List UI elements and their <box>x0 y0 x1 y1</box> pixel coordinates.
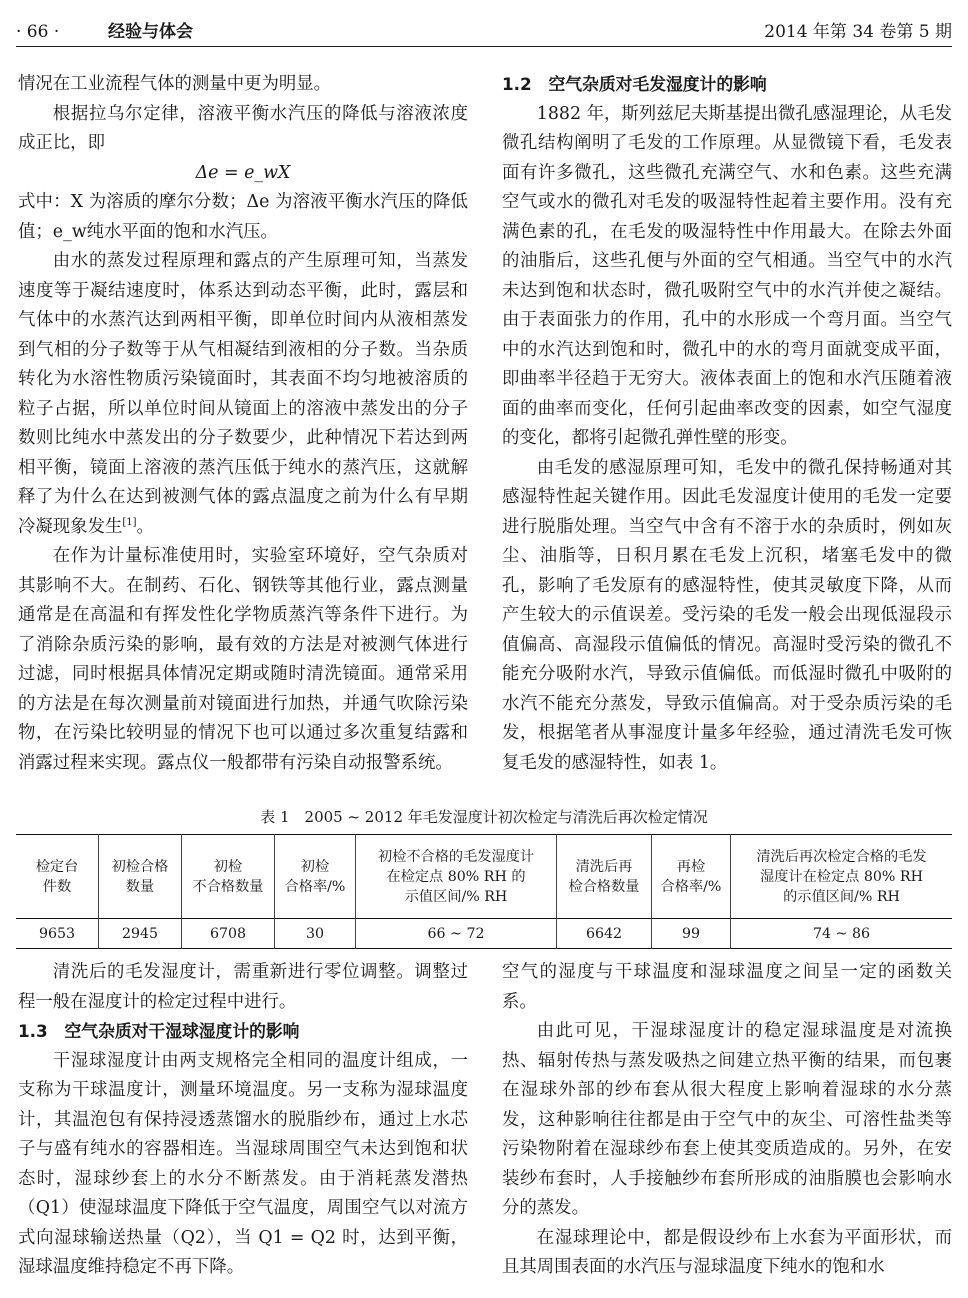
section-title: 1.2 空气杂质对毛发湿度计的影响 <box>502 74 767 94</box>
table-header: 初检 不合格数量 <box>182 835 275 919</box>
paragraph: 在湿球理论中，都是假设纱布上水套为平面形状，而且其周围表面的水汽压与湿球温度下纯水的饱和水 <box>502 1227 952 1277</box>
right-column-top <box>502 70 952 778</box>
table-cell: 74 ~ 86 <box>731 919 953 949</box>
journal-section: 经验与体会 <box>108 22 193 42</box>
table-cell: 30 <box>275 919 356 949</box>
table-cell: 99 <box>652 919 731 949</box>
issue-info: 2014 年第 34 卷第 5 期 <box>764 22 952 42</box>
table-caption: 表 1 2005 ~ 2012 年毛发湿度计初次检定与清洗后再次检定情况 <box>260 808 708 826</box>
table-header: 初检合格 数量 <box>99 835 182 919</box>
page-number: · 66 · <box>16 22 60 42</box>
paragraph: 清洗后的毛发湿度计，需重新进行零位调整。调整过程一般在湿度计的检定过程中进行。 <box>18 962 468 1012</box>
table-header-row <box>16 835 952 919</box>
paragraph: 由毛发的感湿原理可知，毛发中的微孔保持畅通对其感湿特性起关键作用。因此毛发湿度计使用的毛发一定要进行脱脂处理。当空气中含有不溶于水的杂质时，例如灰尘、油脂等，日积月累在毛发上沉积，堵塞毛发中的微孔，影响了毛发原有的感湿特性，使其灵敏度下降，从而产生较大的示值误差。受污染的毛发一般会出现低湿段示值偏高、高湿段示值偏低的情况。高湿时受污染的微孔不能充分吸附水汽，导致示值偏低。而低湿时微孔中吸附的水汽不能充分蒸发，导致示值偏高。对于受杂质污染的毛发，根据笔者从事湿度计量多年经验，通过清洗毛发可恢复毛发的感湿特性，如表 1。 <box>502 457 952 773</box>
paragraph: 空气的湿度与干球温度和湿球温度之间呈一定的函数关系。 <box>502 962 952 1012</box>
table-cell: 66 ~ 72 <box>356 919 557 949</box>
paragraph: 干湿球湿度计由两支规格完全相同的温度计组成，一支称为干球温度计，测量环境温度。另一支称为湿球温度计，其温泡包有保持浸透蒸馏水的脱脂纱布，通过上水芯子与盛有纯水的容器相连。当湿球周围空气未达到饱和状态时，湿球纱套上的水分不断蒸发。由于消耗蒸发潜热（Q1）使湿球温度下降低于空气温度，周围空气以对流方式向湿球输送热量（Q2），当 Q1 = Q2 时，达到平衡，湿球温度维持稳定不再下降。 <box>18 1050 468 1277</box>
table-header: 初检不合格的毛发湿度计 在检定点 80% RH 的 示值区间/% RH <box>356 835 557 919</box>
paragraph: 根据拉乌尔定律，溶液平衡水汽压的降低与溶液浓度成正比，即 <box>18 103 468 153</box>
section-title: 1.3 空气杂质对干湿球湿度计的影响 <box>18 1021 300 1041</box>
table-cell: 6708 <box>182 919 275 949</box>
table-header: 检定台 件数 <box>35 858 79 895</box>
table-header: 清洗后再次检定合格的毛发 湿度计在检定点 80% RH 的示值区间/% RH <box>731 835 953 919</box>
table-header: 清洗后再 检合格数量 <box>557 835 652 919</box>
table-cell: 2945 <box>99 919 182 949</box>
left-column-bottom <box>18 958 468 1283</box>
paragraph: 在作为计量标准使用时，实验室环境好，空气杂质对其影响不大。在制药、石化、钢铁等其他行业，露点测量通常是在高温和有挥发性化学物质蒸汽等条件下进行。为了消除杂质污染的影响，最有效的方法是对被测气体进行过滤，同时根据具体情况定期或随时清洗镜面。通常采用的方法是在每次测量前对镜面进行加热，并通气吹除污染物，在污染比较明显的情况下也可以通过多次重复结露和消露过程来实现。露点仪一般都带有污染自动报警系统。 <box>18 546 468 773</box>
paragraph-text: 由水的蒸发过程原理和露点的产生原理可知，当蒸发速度等于凝结速度时，体系达到动态平衡，此时，露层和气体中的水蒸汽达到两相平衡，即单位时间内从液相蒸发到气相的分子数等于从气相凝结到液相的分子数。当杂质转化为水溶性物质污染镜面时，其表面不均匀地被溶质的粒子占据，所以单位时间从镜面上的溶液中蒸发出的分子数则比纯水中蒸发出的分子数要少，此种情况下若达到两相平衡，镜面上溶液的蒸汽压低于纯水的蒸汽压，这就解释了为什么在达到被测气体的露点温度之前为什么有早期冷凝现象发生 <box>18 251 468 537</box>
table-header: 再检 合格率/% <box>652 835 731 919</box>
paragraph: 由此可见，干湿球湿度计的稳定湿球温度是对流换热、辐射传热与蒸发吸热之间建立热平衡的结果，而包裹在湿球外部的纱布套从很大程度上影响着湿球的水分蒸发，这种影响往往都是由于空气中的灰尘、可溶性盐类等污染物附着在湿球纱布套上使其变质造成的。另外，在安装纱布套时，人手接触纱布套所形成的油脂膜也会影响水分的蒸发。 <box>502 1021 952 1218</box>
right-column-bottom <box>502 958 952 1283</box>
paragraph-end: 。 <box>136 516 154 537</box>
table-cell: 9653 <box>38 925 76 942</box>
table-row <box>16 919 952 949</box>
table-cell: 6642 <box>557 919 652 949</box>
table-header: 初检 合格率/% <box>275 835 356 919</box>
paragraph: 式中：X 为溶质的摩尔分数；Δe 为溶液平衡水汽压的降低值；e_w纯水平面的饱和水汽压。 <box>18 192 468 242</box>
formula: Δe = e_wX <box>195 162 291 183</box>
data-table <box>16 834 952 949</box>
page-header <box>16 18 952 47</box>
paragraph: 情况在工业流程气体的测量中更为明显。 <box>18 74 332 94</box>
paragraph: 1882 年，斯列兹尼夫斯基提出微孔感湿理论，从毛发微孔结构阐明了毛发的工作原理。从显微镜下看，毛发表面有许多微孔，这些微孔充满空气、水和色素。这些充满空气或水的微孔对毛发的吸湿特性起着主要作用。没有充满色素的孔，在毛发的吸湿特性中作用最大。在除去外面的油脂后，这些孔便与外面的空气相通。当空气中的水汽未达到饱和状态时，微孔吸附空气中的水汽并使之凝结。由于表面张力的作用，孔中的水形成一个弯月面。当空气中的水汽达到饱和时，微孔中的水的弯月面就变成平面，即曲率半径趋于无穷大。液体表面上的饱和水汽压随着液面的曲率而变化，任何引起曲率改变的因素，如空气湿度的变化，都将引起微孔弹性壁的形变。 <box>502 103 952 448</box>
left-column-top <box>18 70 468 778</box>
paragraph <box>18 247 468 542</box>
citation-ref: [1] <box>122 516 137 528</box>
